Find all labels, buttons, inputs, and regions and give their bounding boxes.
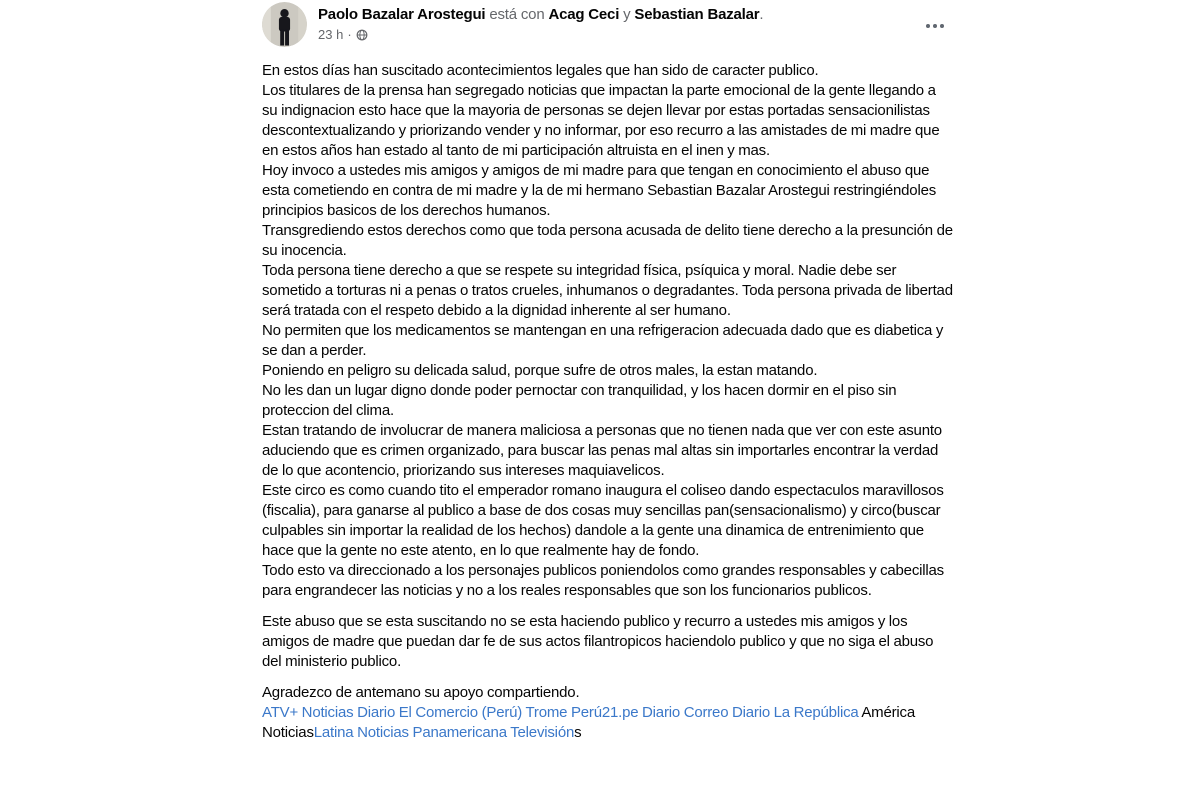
page-link-latina-noticias[interactable]: Latina Noticias xyxy=(313,724,409,741)
post-paragraph: No permiten que los medicamentos se mantengan en una refrigeracion adecuada dado que es diabetica y se dan a perder. xyxy=(262,322,944,359)
plain-text-america-noticias: América Noticias xyxy=(262,704,915,741)
ellipsis-icon xyxy=(940,24,944,28)
avatar[interactable] xyxy=(262,2,307,47)
tagged-friend-1[interactable]: Acag Ceci xyxy=(548,6,620,23)
page-link-panamericana-television[interactable]: Panamericana Televisión xyxy=(412,724,575,741)
plain-text-trailing-s: s xyxy=(574,724,582,741)
post-paragraph: Todo esto va direccionado a los personajes publicos poniendolos como grandes responsables y cabecillas para engrandecer las noticias y no a los reales responsables que son los funcionarios publicos. xyxy=(262,562,944,599)
profile-photo-icon xyxy=(262,2,307,47)
byline-period: . xyxy=(759,6,764,23)
page-link-atv-noticias[interactable]: ATV+ Noticias xyxy=(262,704,354,721)
page-link-peru21[interactable]: Perú21.pe xyxy=(570,704,639,721)
page-link-diario-el-comercio[interactable]: Diario El Comercio (Perú) xyxy=(357,704,523,721)
post-paragraph: Transgrediendo estos derechos como que toda persona acusada de delito tiene derecho a la presunción de su inocencia. xyxy=(262,222,953,259)
author-name[interactable]: Paolo Bazalar Arostegui xyxy=(318,6,486,23)
byline-connector-and: y xyxy=(623,6,631,23)
tagged-pages xyxy=(262,703,954,743)
tagged-friend-2[interactable]: Sebastian Bazalar xyxy=(634,6,760,23)
post-paragraph: No les dan un lugar digno donde poder pernoctar con tranquilidad, y los hacen dormir en el piso sin proteccion del clima. xyxy=(262,382,897,419)
post-paragraph: Este circo es como cuando tito el emperador romano inaugura el coliseo dando espectaculos maravillosos (fiscalia), para ganarse al publico a base de dos cosas muy sencillas pan(sensacionalismo) y circo(buscar culpables sin importar la realidad de los hechos) dandole a la gente una dinamica de entrenimiento que hace que la gente no este atento, en lo que realmente hay de fondo. xyxy=(262,482,944,559)
post-paragraph: Estan tratando de involucrar de manera maliciosa a personas que no tienen nada que ver con este asunto aduciendo que es crimen organizado, para buscar las penas mal altas sin importarles encontrar la verdad de lo que acontencio, priorizando sus intereses maquiavelicos. xyxy=(262,422,942,479)
timestamp-link[interactable]: 23 h xyxy=(318,27,344,42)
post-paragraph: Poniendo en peligro su delicada salud, porque sufre de otros males, la estan matando. xyxy=(262,362,818,379)
header-text xyxy=(318,2,763,42)
ellipsis-icon xyxy=(926,24,930,28)
byline-connector: está con xyxy=(489,6,545,23)
post-paragraph: Este abuso que se esta suscitando no se esta haciendo publico y recurro a ustedes mis amigos y los amigos de madre que puedan dar fe de sus actos filantropicos haciendolo publico y que no siga el abuso del ministerio publico. xyxy=(262,613,934,670)
post-meta xyxy=(318,27,763,42)
page-link-diario-la-republica[interactable]: Diario La República xyxy=(732,704,859,721)
post-paragraph: Toda persona tiene derecho a que se respete su integridad física, psíquica y moral. Nadie debe ser sometido a torturas ni a penas o tratos crueles, inhumanos o degradantes. Toda persona privada de libertad será tratada con el respeto debido a la dignidad inherente al ser humano. xyxy=(262,262,953,319)
ellipsis-icon xyxy=(933,24,937,28)
post-byline xyxy=(318,5,763,25)
page-link-diario-correo[interactable]: Diario Correo xyxy=(642,704,729,721)
page-link-trome[interactable]: Trome xyxy=(525,704,568,721)
post-paragraph: En estos días han suscitado acontecimientos legales que han sido de caracter publico. xyxy=(262,62,819,79)
post-paragraph: Hoy invoco a ustedes mis amigos y amigos de mi madre para que tengan en conocimiento el abuso que esta cometiendo en contra de mi madre y la de mi hermano Sebastian Bazalar Arostegui restringiéndoles principios basicos de los derechos humanos. xyxy=(262,162,937,219)
more-options-button[interactable] xyxy=(924,18,946,34)
post-text xyxy=(262,61,954,743)
meta-separator: · xyxy=(347,27,352,42)
post-paragraph: Agradezco de antemano su apoyo compartiendo. xyxy=(262,684,580,701)
post-paragraph: Los titulares de la prensa han segregado noticias que impactan la parte emocional de la gente llegando a su indignacion esto hace que la mayoria de personas se dejen llevar por estas portadas sensacionilistas descontextualizando y priorizando vender y no informar, por eso recurro a las amistades de mi madre que en estos años han estado al tanto de mi participación altruista en el inen y mas. xyxy=(262,82,940,159)
facebook-post xyxy=(262,2,954,743)
globe-icon xyxy=(356,29,368,41)
post-header xyxy=(262,2,954,47)
